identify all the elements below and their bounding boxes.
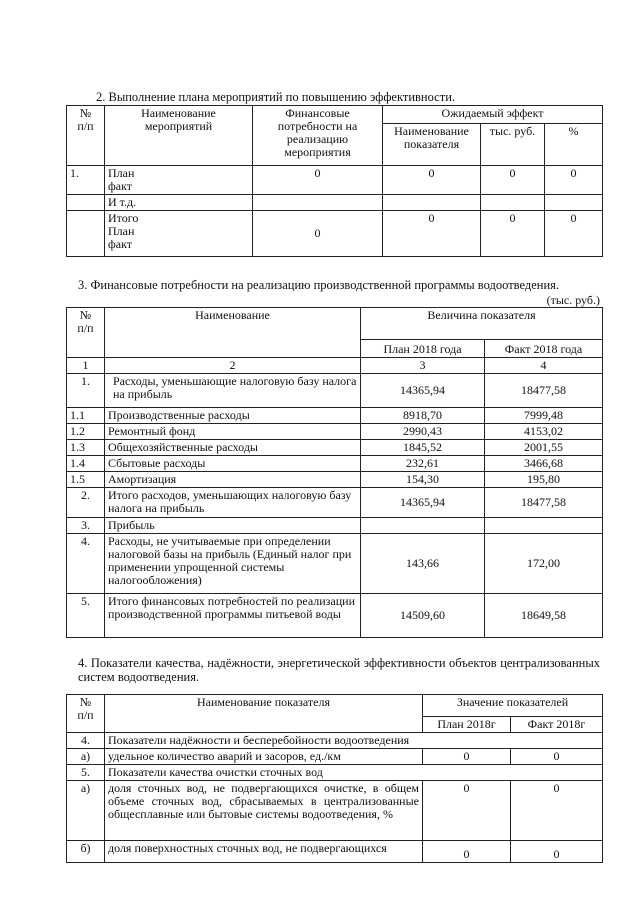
row-num: 1.5 (67, 472, 105, 488)
row-plan: 1845,52 (361, 440, 485, 456)
row-name: Итого расходов, уменьшающих налоговую базу налога на прибыль (105, 488, 361, 518)
header-fact: Факт 2018 года (485, 340, 603, 358)
table-row (67, 456, 603, 472)
row-name: доля поверхностных сточных вод, не подвергающихся (105, 841, 423, 863)
row-num: 1.1 (67, 408, 105, 424)
row-finance: 0 (253, 211, 383, 257)
header-num: № п/п (67, 695, 105, 733)
row-num (67, 211, 105, 257)
header-plan: План 2018 года (361, 340, 485, 358)
header-value: Значение показателей (423, 695, 603, 717)
row-fact: 18477,58 (485, 374, 603, 408)
row-num: а) (67, 781, 105, 841)
row-percent (545, 195, 603, 211)
row-name: удельное количество аварий и засоров, ед./км (105, 749, 423, 765)
row-name: Амортизация (105, 472, 361, 488)
column-numbers-row (67, 358, 603, 374)
table-row (67, 733, 603, 749)
row-plan: 232,61 (361, 456, 485, 472)
row-indicator: 0 (383, 166, 481, 195)
col-number: 3 (361, 358, 485, 374)
row-num: а) (67, 749, 105, 765)
row-num: 4. (67, 534, 105, 594)
header-name: Наименование (105, 308, 361, 358)
row-name: Ремонтный фонд (105, 424, 361, 440)
unit-label: (тыс. руб.) (546, 293, 600, 307)
table-row (67, 518, 603, 534)
section-2-title: 2. Выполнение плана мероприятий по повышению эффективности. (96, 90, 456, 104)
row-plan: 14365,94 (361, 488, 485, 518)
header-value: Величина показателя (361, 308, 603, 340)
row-thousand: 0 (481, 166, 545, 195)
row-name: Общехозяйственные расходы (105, 440, 361, 456)
table-row (67, 211, 603, 257)
col-number: 2 (105, 358, 361, 374)
row-fact: 3466,68 (485, 456, 603, 472)
quality-indicators-table (66, 694, 603, 863)
row-name: Производственные расходы (105, 408, 361, 424)
table-row (67, 781, 603, 841)
table-row (67, 374, 603, 408)
row-num: 2. (67, 488, 105, 518)
row-num: 3. (67, 518, 105, 534)
header-percent: % (545, 124, 603, 166)
header-fact: Факт 2018г (511, 717, 603, 733)
row-num: 1. (67, 374, 105, 408)
row-name: Расходы, не учитываемые при определении налоговой базы на прибыль (Единый налог при применении упрощенной системы налогообложения) (105, 534, 361, 594)
row-fact (485, 518, 603, 534)
efficiency-plan-table (66, 105, 603, 257)
table-row (67, 534, 603, 594)
header-name: Наименование показателя (105, 695, 423, 733)
row-fact: 2001,55 (485, 440, 603, 456)
table-row (67, 424, 603, 440)
header-indicator: Наименование показателя (383, 124, 481, 166)
row-plan: 0 (423, 841, 511, 863)
row-num: б) (67, 841, 105, 863)
row-plan: 14509,60 (361, 594, 485, 638)
row-plan: 2990,43 (361, 424, 485, 440)
row-name: Сбытовые расходы (105, 456, 361, 472)
header-num: № п/п (67, 106, 105, 166)
col-number: 1 (67, 358, 105, 374)
table-row (67, 749, 603, 765)
table-row (67, 841, 603, 863)
row-fact: 7999,48 (485, 408, 603, 424)
table-row (67, 440, 603, 456)
row-num: 1.4 (67, 456, 105, 472)
header-plan: План 2018г (423, 717, 511, 733)
header-name: Наименование мероприятий (105, 106, 253, 166)
row-fact: 172,00 (485, 534, 603, 594)
row-num: 5. (67, 765, 105, 781)
table-row (67, 488, 603, 518)
row-fact: 0 (511, 781, 603, 841)
row-fact: 18477,58 (485, 488, 603, 518)
header-thousand: тыс. руб. (481, 124, 545, 166)
finance-needs-table (66, 307, 603, 638)
table-row (67, 765, 603, 781)
row-indicator (383, 195, 481, 211)
row-percent: 0 (545, 166, 603, 195)
row-labels: Итого План факт (105, 211, 253, 257)
row-num: 1.3 (67, 440, 105, 456)
row-num: 5. (67, 594, 105, 638)
header-num: № п/п (67, 308, 105, 358)
row-fact: 18649,58 (485, 594, 603, 638)
row-plan: 14365,94 (361, 374, 485, 408)
row-plan (361, 518, 485, 534)
col-number: 4 (485, 358, 603, 374)
row-name: доля сточных вод, не подвергающихся очистке, в общем объеме сточных вод, сбрасываемых в централизованные общесплавные или бытовые системы водоотведения, % (105, 781, 423, 841)
row-plan: 8918,70 (361, 408, 485, 424)
row-plan: 0 (423, 781, 511, 841)
table-row (67, 472, 603, 488)
row-name: Прибыль (105, 518, 361, 534)
table-row (67, 195, 603, 211)
row-fact: 4153,02 (485, 424, 603, 440)
row-plan: 0 (423, 749, 511, 765)
row-labels: И т.д. (105, 195, 253, 211)
row-name: Итого финансовых потребностей по реализации производственной программы питьевой воды (105, 594, 361, 638)
row-num: 1. (67, 166, 105, 195)
row-percent: 0 (545, 211, 603, 257)
row-labels: План факт (105, 166, 253, 195)
row-num (67, 195, 105, 211)
row-num: 4. (67, 733, 105, 749)
row-finance (253, 195, 383, 211)
row-name: Расходы, уменьшающие налоговую базу налога на прибыль (105, 374, 361, 408)
row-num: 1.2 (67, 424, 105, 440)
row-thousand (481, 195, 545, 211)
section-4-title: 4. Показатели качества, надёжности, энергетической эффективности объектов централизованных систем водоотведения. (78, 656, 600, 684)
section-3-title: 3. Финансовые потребности на реализацию производственной программы водоотведения. (78, 278, 560, 292)
row-thousand: 0 (481, 211, 545, 257)
table-row (67, 594, 603, 638)
row-fact: 195,80 (485, 472, 603, 488)
row-group-name: Показатели надёжности и бесперебойности водоотведения (105, 733, 603, 749)
header-finance: Финансовые потребности на реализацию мероприятия (253, 106, 383, 166)
row-indicator: 0 (383, 211, 481, 257)
table-row (67, 408, 603, 424)
row-finance: 0 (253, 166, 383, 195)
header-effect: Ожидаемый эффект (383, 106, 603, 124)
row-fact: 0 (511, 841, 603, 863)
row-plan: 154,30 (361, 472, 485, 488)
table-row (67, 166, 603, 195)
row-group-name: Показатели качества очистки сточных вод (105, 765, 603, 781)
row-plan: 143,66 (361, 534, 485, 594)
row-fact: 0 (511, 749, 603, 765)
